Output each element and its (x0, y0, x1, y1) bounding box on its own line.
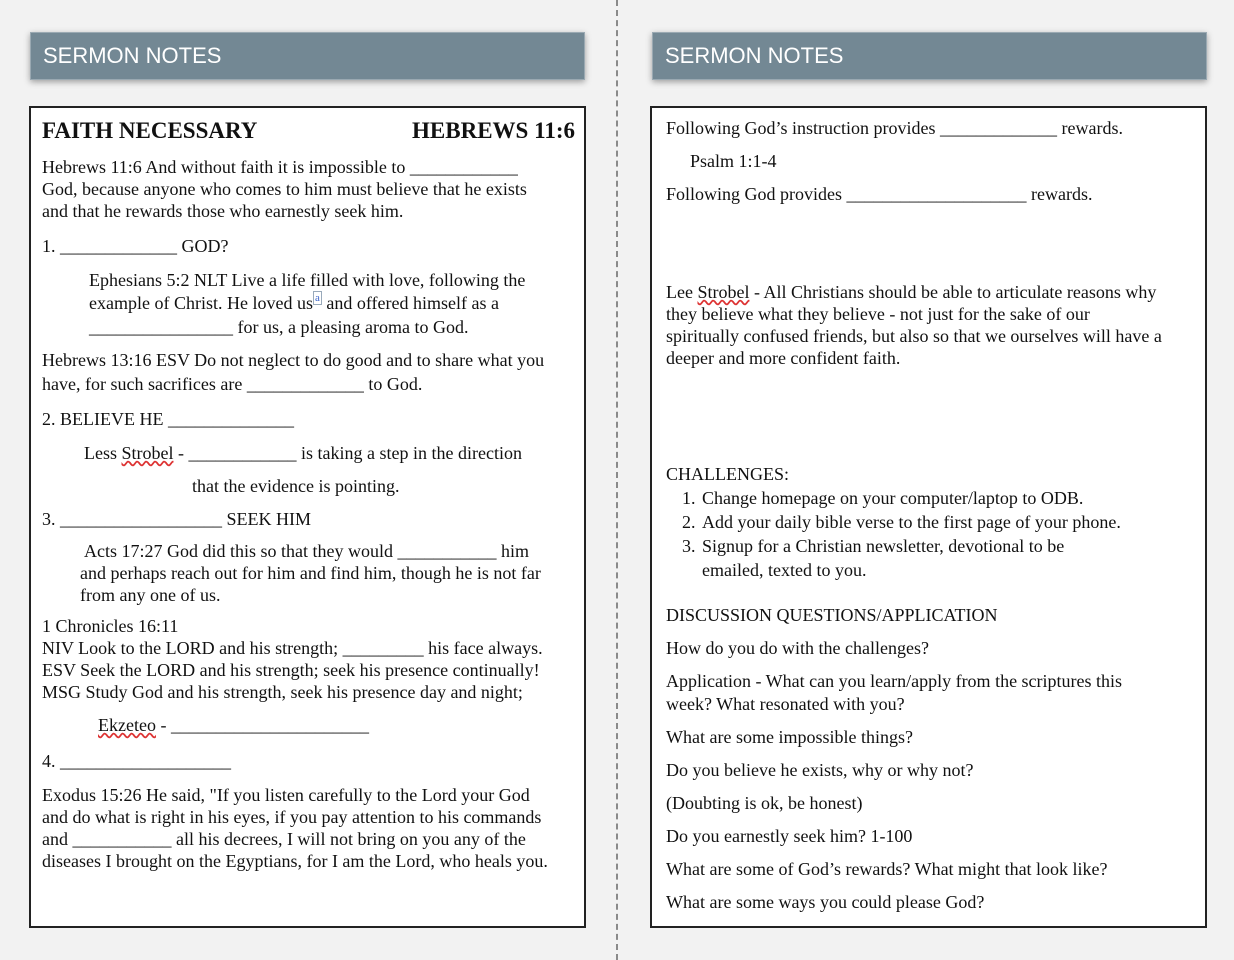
text-line: and perhaps reach out for him and find him, though he is not far (80, 563, 541, 583)
right-header-banner (652, 32, 1207, 80)
title-row (42, 118, 575, 144)
text-line: that the evidence is pointing. (192, 476, 400, 496)
text-line: MSG Study God and his strength, seek his presence day and night; (42, 682, 523, 702)
left-header-banner (30, 32, 585, 80)
discussion-question: Application - What can you learn/apply from the scriptures this (666, 671, 1123, 691)
discussion-question: What are some impossible things? (666, 727, 913, 747)
discussion-question: (Doubting is ok, be honest) (666, 793, 863, 813)
text-line: Hebrews 13:16 ESV Do not neglect to do good and to share what you (42, 350, 545, 370)
text-line: Following God’s instruction provides _____________ rewards. (666, 118, 1123, 138)
text-line: ________________ for us, a pleasing aroma to God. (89, 317, 469, 337)
text-line: God, because anyone who comes to him must believe that he exists (42, 179, 527, 199)
text-line: NIV Look to the LORD and his strength; _________ his face always. (42, 638, 543, 658)
text-line: Psalm 1:1-4 (690, 151, 777, 171)
sermon-title: FAITH NECESSARY (42, 118, 258, 143)
text-line: and that he rewards those who earnestly seek him. (42, 201, 404, 221)
point-3: 3. __________________ SEEK HIM (42, 509, 311, 529)
misspelled-word: Strobel (697, 282, 750, 302)
text-line: and do what is right in his eyes, if you pay attention to his commands (42, 807, 542, 827)
point-2: 2. BELIEVE HE ______________ (42, 409, 294, 429)
discussion-question: How do you do with the challenges? (666, 638, 929, 658)
text-line: deeper and more confident faith. (666, 348, 901, 368)
misspelled-word: Strobel (121, 443, 174, 463)
list-item: 1. Change homepage on your computer/laptop to ODB. (700, 486, 1122, 510)
text-line: Acts 17:27 God did this so that they would ___________ him (84, 541, 529, 561)
discussion-heading: DISCUSSION QUESTIONS/APPLICATION (666, 605, 998, 625)
text-line: have, for such sacrifices are _____________ to God. (42, 374, 423, 394)
text-fragment: - ____________ is taking a step in the direction (173, 443, 522, 463)
text-line: they believe what they believe - not just for the sake of our (666, 304, 1090, 324)
challenges-list (668, 486, 1122, 582)
sermon-reference: HEBREWS 11:6 (412, 118, 575, 143)
text-fragment: example of Christ. He loved us (89, 293, 313, 313)
text-line (666, 281, 1156, 303)
point-4: 4. ___________________ (42, 751, 231, 771)
footnote-link[interactable]: a (314, 292, 320, 304)
left-notes-panel (29, 106, 586, 928)
text-line: Ephesians 5:2 NLT Live a life filled with love, following the (89, 270, 526, 290)
left-header-title: SERMON NOTES (43, 43, 222, 68)
text-line (89, 292, 499, 314)
text-fragment: - All Christians should be able to articulate reasons why (749, 282, 1157, 302)
text-fragment: Less (84, 443, 122, 463)
text-fragment: Lee (666, 282, 698, 302)
text-line: Exodus 15:26 He said, "If you listen carefully to the Lord your God (42, 785, 530, 805)
text-line: and ___________ all his decrees, I will not bring on you any of the (42, 829, 526, 849)
discussion-question: Do you believe he exists, why or why not? (666, 760, 974, 780)
list-item: 2. Add your daily bible verse to the first page of your phone. (700, 510, 1122, 534)
text-line: Hebrews 11:6 And without faith it is impossible to ____________ (42, 157, 518, 177)
list-item: 3. Signup for a Christian newsletter, devotional to be emailed, texted to you. (700, 534, 1122, 582)
discussion-question: What are some ways you could please God? (666, 892, 985, 912)
text-line: diseases I brought on the Egyptians, for I am the Lord, who heals you. (42, 851, 548, 871)
text-line: Following God provides ____________________ rewards. (666, 184, 1093, 204)
discussion-question: week? What resonated with you? (666, 694, 905, 714)
misspelled-word: Ekzeteo (98, 715, 156, 735)
right-notes-panel (650, 106, 1207, 928)
text-fragment: and offered himself as a (321, 293, 499, 313)
point-1: 1. _____________ GOD? (42, 236, 229, 256)
text-line: 1 Chronicles 16:11 (42, 616, 179, 636)
text-fragment: - ______________________ (155, 715, 369, 735)
text-line (98, 714, 369, 736)
text-line: spiritually confused friends, but also so that we ourselves will have a (666, 326, 1162, 346)
right-header-title: SERMON NOTES (665, 43, 844, 68)
text-line (84, 442, 522, 464)
text-line: ESV Seek the LORD and his strength; seek his presence continually! (42, 660, 540, 680)
discussion-question: Do you earnestly seek him? 1-100 (666, 826, 913, 846)
page-fold-line (616, 0, 618, 960)
text-line: from any one of us. (80, 585, 221, 605)
challenges-heading: CHALLENGES: (666, 464, 789, 484)
discussion-question: What are some of God’s rewards? What might that look like? (666, 859, 1108, 879)
